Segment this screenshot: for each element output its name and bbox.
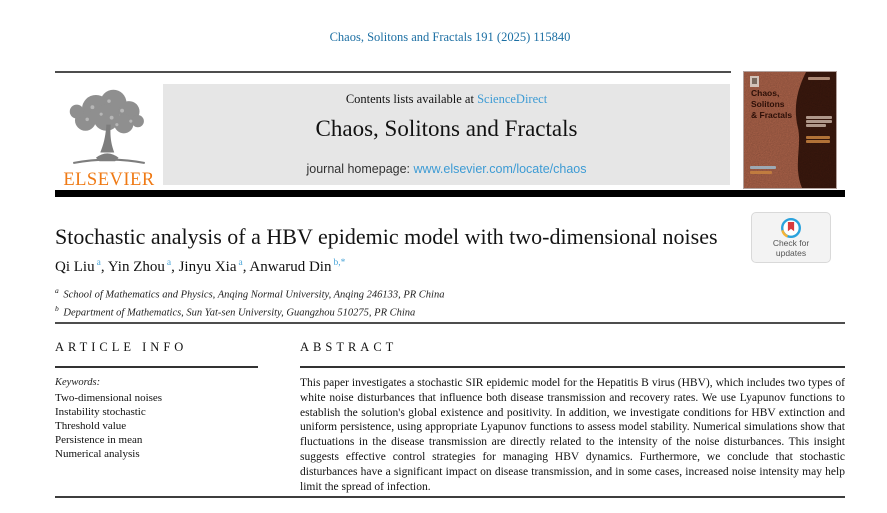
author: Jinyu Xia $^a$ [178, 258, 243, 275]
homepage-line [163, 162, 730, 176]
cover-caption-bar [750, 171, 772, 174]
masthead-divider [55, 190, 845, 197]
cover-title [751, 88, 792, 121]
abstract-text: This paper investigates a stochastic SIR epidemic model for the Hepatitis B virus (HBV), which includes two types of white noise disturbances that influence both disease transmission and recovery rates. We use Lyapunov functions to establish the solution's global existence and positivity. In addition, we investigate conditions for HBV extinction and uniform persistence, using appropriate Lyapunov functions to assess model stability. Numerical simulations show that fluctuations in the disease transmission are directly related to the intensity of the noise disturbances. This insight suggests effective control strategies for managing HBV dynamics. Furthermore, we conclude that stochastic disturbances have a significant impact on disease transmission, and in some cases, increased noise intensity may help limit the spread of infection. [300, 377, 845, 493]
sciencedirect-link[interactable]: ScienceDirect [477, 92, 548, 106]
contents-line [163, 92, 730, 107]
keyword-item: Instability stochastic [55, 406, 146, 418]
abstract-heading: ABSTRACT [300, 340, 398, 354]
keyword-item: Persistence in mean [55, 434, 143, 446]
author: Qi Liu $^a$ [55, 258, 101, 275]
keyword-item: Two-dimensional noises [55, 392, 163, 404]
badge-label-line2: updates [775, 247, 807, 258]
article-info-rule [55, 366, 258, 368]
check-for-updates-badge[interactable] [751, 212, 831, 263]
author-list: Qi Liu $^a$, Yin Zhou $^a$, Jinyu Xia $^a$, Anwarud Din $^{b,*}$ [55, 258, 346, 275]
cover-caption-bar [806, 140, 830, 143]
author: Anwarud Din $^{b,*}$ [249, 258, 346, 275]
cover-caption-bar [806, 124, 826, 127]
journal-title: Chaos, Solitons and Fractals [315, 116, 578, 141]
cover-title-line: Chaos, [751, 88, 780, 98]
keyword-item: Numerical analysis [55, 448, 140, 460]
cover-caption-bar [750, 166, 776, 169]
affiliation: $^a$ School of Mathematics and Physics, Anqing Normal University, Anqing 246133, PR China [55, 286, 445, 301]
header-body-divider [55, 322, 845, 324]
cover-caption-bar [808, 77, 830, 80]
contents-line-prefix: Contents lists available at [345, 92, 474, 106]
homepage-url-link[interactable]: www.elsevier.com/locate/chaos [413, 162, 587, 176]
article-title: Stochastic analysis of a HBV epidemic model with two-dimensional noises [55, 224, 718, 249]
keyword-item: Threshold value [55, 420, 127, 432]
masthead-box [163, 84, 730, 185]
affiliation: $^b$ Department of Mathematics, Sun Yat-sen University, Guangzhou 510275, PR China [55, 304, 416, 319]
cover-caption-bar [806, 120, 832, 123]
abstract-rule [300, 366, 845, 368]
badge-label-line1: Check for [772, 238, 810, 248]
cover-title-line: & Fractals [751, 110, 793, 120]
journal-cover-thumbnail[interactable] [744, 72, 836, 188]
cover-title-line: Solitons [751, 99, 785, 109]
keyword-list [55, 391, 275, 461]
cover-caption-bar [806, 136, 830, 139]
elsevier-logo-block [55, 78, 163, 190]
crossmark-icon [780, 217, 802, 239]
author: Yin Zhou $^a$ [107, 258, 172, 275]
elsevier-wordmark: ELSEVIER [63, 170, 155, 190]
affiliation-list [55, 284, 745, 320]
homepage-prefix: journal homepage: [306, 162, 411, 176]
journal-citation: Chaos, Solitons and Fractals 191 (2025) 115840 [329, 30, 571, 44]
bottom-divider [55, 496, 845, 498]
cover-caption-bar [806, 116, 832, 119]
article-info-heading: ARTICLE INFO [55, 340, 188, 354]
elsevier-tree-icon [61, 88, 157, 170]
top-divider [55, 71, 731, 73]
keywords-label: Keywords: [55, 377, 101, 388]
